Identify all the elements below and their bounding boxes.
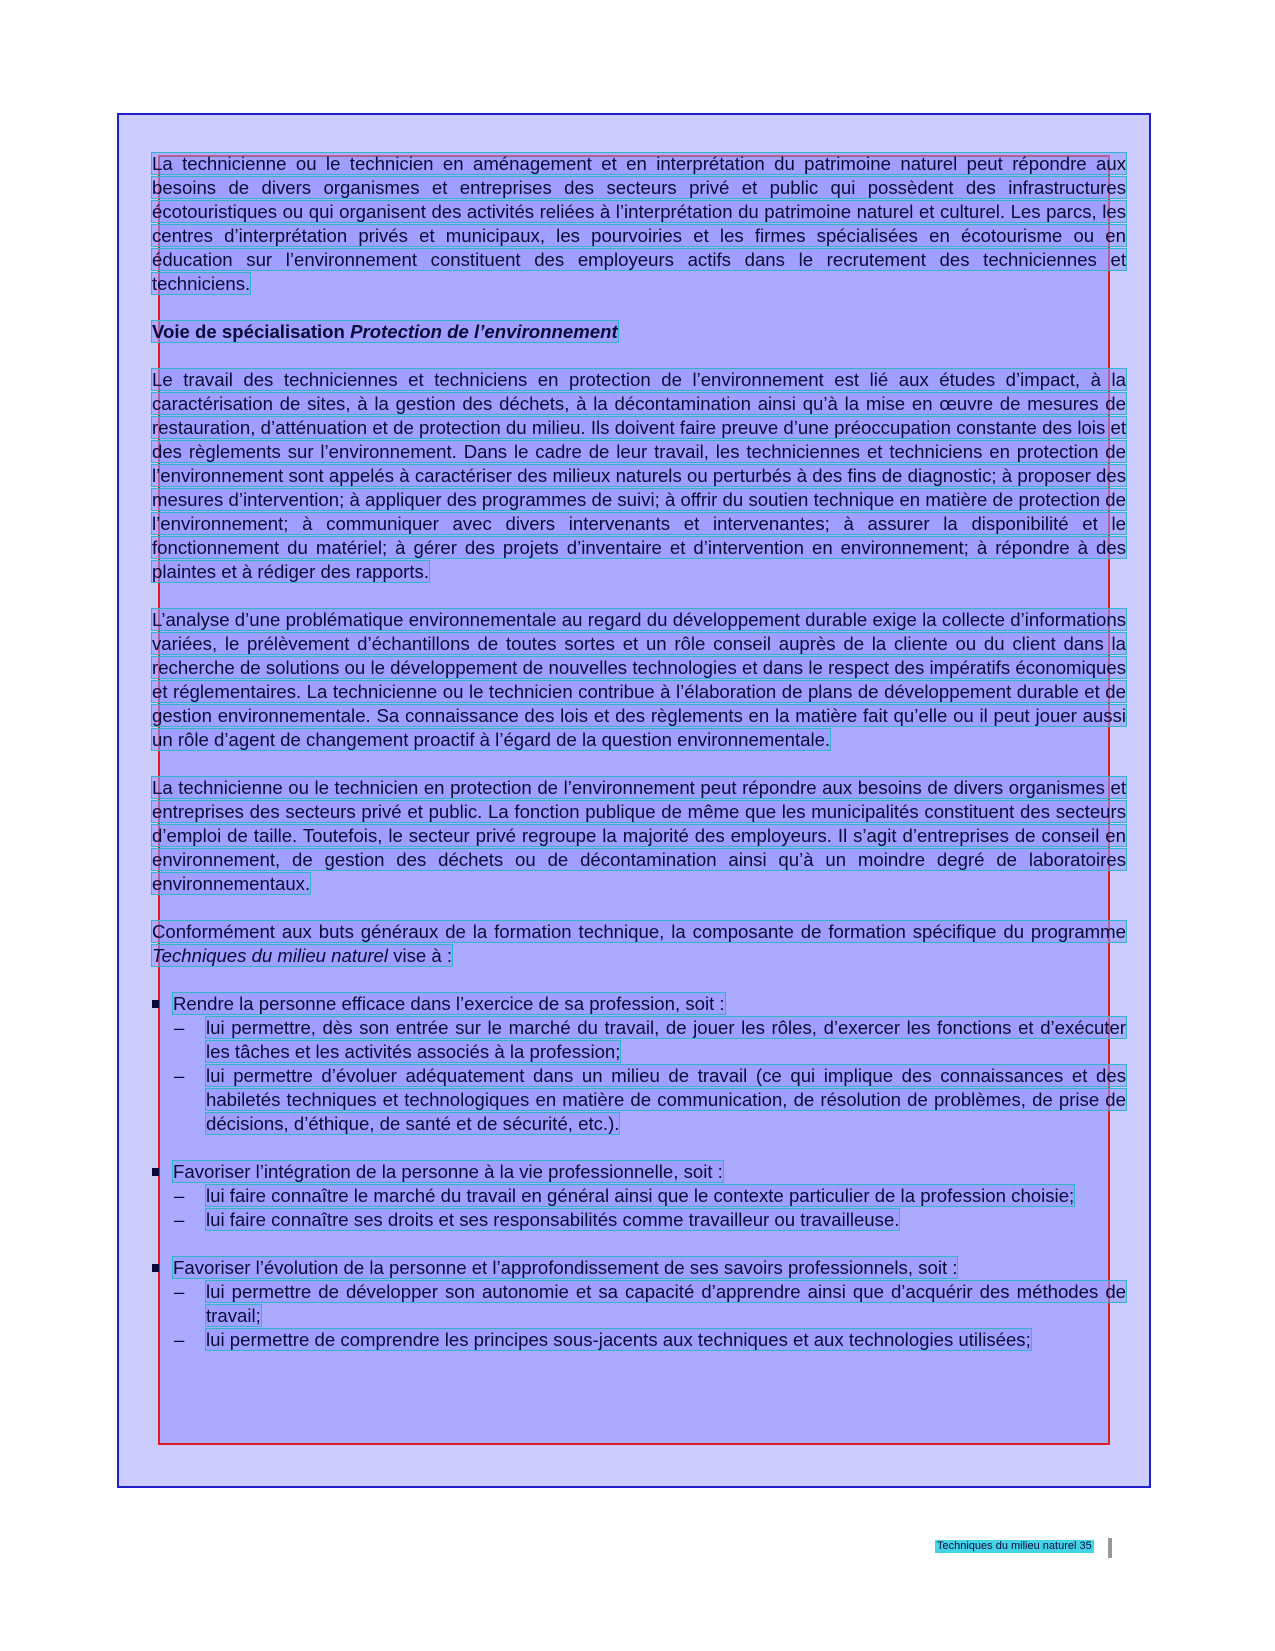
paragraph-4-prefix: Conformément aux buts généraux de la formation technique, la composante de formation spécifique du programme — [152, 921, 1126, 942]
goal-heading-1 — [152, 992, 1126, 1016]
heading-prefix: Voie de spécialisation — [152, 321, 351, 342]
square-bullet-icon — [152, 1168, 159, 1176]
footer-marker — [1108, 1538, 1112, 1558]
dash-icon: – — [174, 1281, 185, 1302]
paragraph-3-text: La technicienne ou le technicien en protection de l’environnement peut répondre aux besoins de divers organismes et entreprises des secteurs privé et public. La fonction publique de même que les municipalités constituent des secteurs d’emploi de taille. Toutefois, le secteur privé regroupe la majorité des employeurs. Il s’agit d’entreprises de conseil en environnement, de gestion des déchets ou de décontamination ainsi qu’à un moindre degré de laboratoires environnementaux. — [152, 777, 1126, 894]
list-item — [152, 1016, 1126, 1064]
paragraph-1-text: Le travail des techniciennes et techniciens en protection de l’environnement est lié aux études d’impact, à la caractérisation de sites, à la gestion des déchets, à la décontamination ainsi qu’à la mise en œuvre de mesures de restauration, d’atténuation et de protection du milieu. Ils doivent faire preuve d’une préoccupation constante des lois et des règlements sur l’environnement. Dans le cadre de leur travail, les techniciennes et techniciens en protection de l’environnement sont appelés à caractériser des milieux naturels ou perturbés à des fins de diagnostic; à proposer des mesures d’intervention; à appliquer des programmes de suivi; à offrir du soutien technique en matière de protection de l’environnement; à communiquer avec divers intervenants et intervenantes; à assurer la disponibilité et le fonctionnement du matériel; à gérer des projets d’inventaire et d’intervention en environnement; à répondre à des plaintes et à rédiger des rapports. — [152, 369, 1126, 582]
document-body — [152, 152, 1126, 1376]
paragraph-intro — [152, 152, 1126, 296]
goal-3-list — [152, 1280, 1126, 1352]
goal-heading-3-text: Favoriser l’évolution de la personne et l’approfondissement de ses savoirs professionnels, soit : — [173, 1257, 958, 1278]
square-bullet-icon — [152, 1000, 159, 1008]
dash-icon: – — [174, 1065, 185, 1086]
list-item — [152, 1280, 1126, 1328]
list-item — [152, 1328, 1126, 1352]
heading-italic: Protection de l’environnement — [350, 321, 618, 342]
list-item-text: lui permettre de comprendre les principes sous-jacents aux techniques et aux technologies utilisées; — [206, 1329, 1031, 1350]
goal-heading-3 — [152, 1256, 1126, 1280]
goal-2-list — [152, 1184, 1126, 1232]
paragraph-2-text: L’analyse d’une problématique environnementale au regard du développement durable exige la collecte d’informations variées, le prélèvement d’échantillons de toutes sortes et un rôle conseil auprès de la cliente ou du client dans la recherche de solutions ou le développement de nouvelles technologies et dans le respect des impératifs économiques et réglementaires. La technicienne ou le technicien contribue à l’élaboration de plans de développement durable et de gestion environnementale. Sa connaissance des lois et des règlements en la matière fait qu’elle ou il peut jouer aussi un rôle d’agent de changement proactif à l’égard de la question environnementale. — [152, 609, 1126, 750]
dash-icon: – — [174, 1329, 185, 1350]
square-bullet-icon — [152, 1264, 159, 1272]
dash-icon: – — [174, 1017, 185, 1038]
paragraph-3 — [152, 776, 1126, 896]
paragraph-2 — [152, 608, 1126, 752]
list-item-text: lui permettre d’évoluer adéquatement dans un milieu de travail (ce qui implique des connaissances et des habiletés techniques et technologiques en matière de communication, de résolution de problèmes, de prise de décisions, d’éthique, de santé et de sécurité, etc.). — [206, 1065, 1126, 1134]
page-footer — [935, 1540, 1094, 1553]
goal-block-2 — [152, 1160, 1126, 1232]
section-heading-text — [152, 321, 618, 342]
paragraph-4-suffix: vise à : — [388, 945, 453, 966]
list-item — [152, 1064, 1126, 1136]
goal-heading-2-text: Favoriser l’intégration de la personne à la vie professionnelle, soit : — [173, 1161, 723, 1182]
paragraph-4-text — [152, 921, 1126, 966]
dash-icon: – — [174, 1185, 185, 1206]
section-heading — [152, 320, 1126, 344]
page-number: 35 — [1079, 1540, 1092, 1552]
list-item-text: lui faire connaître le marché du travail en général ainsi que le contexte particulier de la profession choisie; — [206, 1185, 1075, 1206]
program-name: Techniques du milieu naturel — [152, 945, 389, 966]
list-item-text: lui permettre, dès son entrée sur le marché du travail, de jouer les rôles, d’exercer les fonctions et d’exécuter les tâches et les activités associés à la profession; — [206, 1017, 1126, 1062]
footer-title: Techniques du milieu naturel — [937, 1540, 1077, 1552]
paragraph-intro-text: La technicienne ou le technicien en aménagement et en interprétation du patrimoine naturel peut répondre aux besoins de divers organismes et entreprises des secteurs privé et public qui possèdent des infrastructures écotouristiques ou qui organisent des activités reliées à l’interprétation du patrimoine naturel et culturel. Les parcs, les centres d’interprétation privés et municipaux, les pourvoiries et les firmes spécialisées en écotourisme ou en éducation sur l’environnement constituent des employeurs actifs dans le recrutement des techniciennes et techniciens. — [152, 153, 1126, 294]
list-item-text: lui faire connaître ses droits et ses responsabilités comme travailleur ou travailleuse. — [206, 1209, 900, 1230]
dash-icon: – — [174, 1209, 185, 1230]
goal-block-1 — [152, 992, 1126, 1136]
paragraph-1 — [152, 368, 1126, 584]
goal-1-list — [152, 1016, 1126, 1136]
goal-heading-1-text: Rendre la personne efficace dans l’exercice de sa profession, soit : — [173, 993, 725, 1014]
paragraph-4 — [152, 920, 1126, 968]
list-item — [152, 1208, 1126, 1232]
list-item-text: lui permettre de développer son autonomie et sa capacité d’apprendre ainsi que d’acquérir des méthodes de travail; — [206, 1281, 1126, 1326]
goal-heading-2 — [152, 1160, 1126, 1184]
goal-block-3 — [152, 1256, 1126, 1352]
list-item — [152, 1184, 1126, 1208]
